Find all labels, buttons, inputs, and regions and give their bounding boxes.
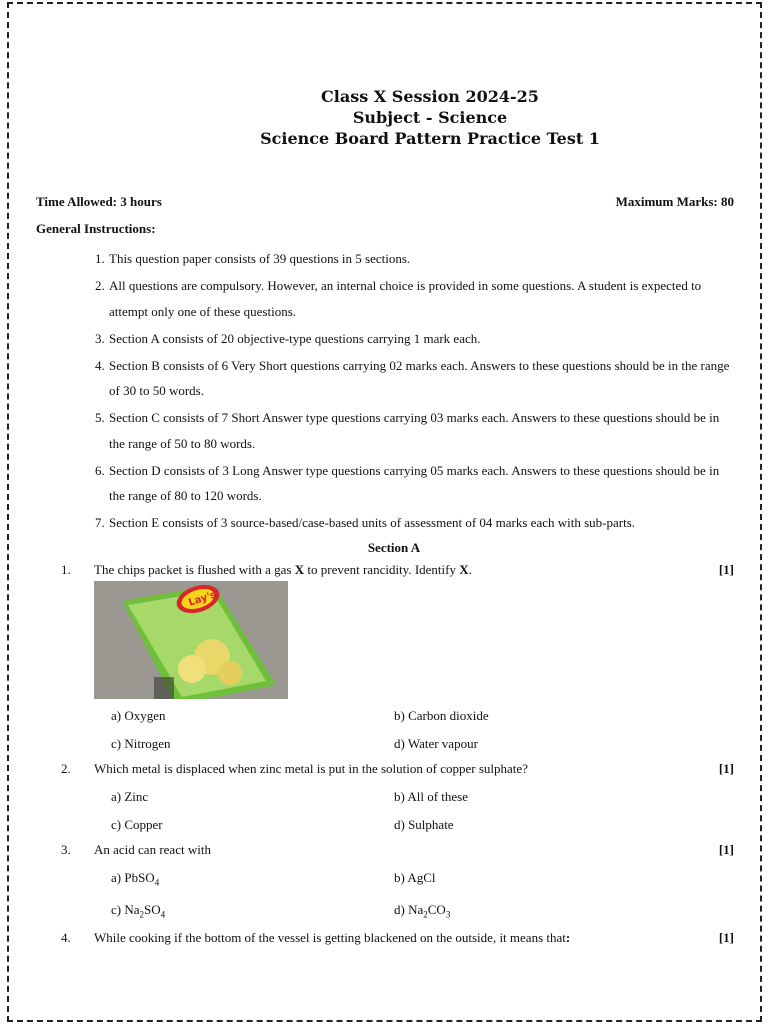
instructions-title: General Instructions: [36,221,156,236]
instruction-item: 6. Section D consists of 3 Long Answer type questions carrying 05 marks each. Answers to these questions should be in the range of 80 to 120 words. [95,462,720,503]
question-marks: [1] [718,930,734,945]
question-marks: [1] [718,842,734,857]
option-b: b) Carbon dioxide [394,708,489,723]
instruction-item: 7. Section E consists of 3 source-based/case-based units of assessment of 04 marks each with sub-parts. [95,515,636,530]
option-d: d) $Na_2CO_3$ [394,902,451,920]
question-text: While cooking if the bottom of the vessel is getting blackened on the outside, it means that: [94,930,571,945]
instruction-item: 5. Section C consists of 7 Short Answer type questions carrying 03 marks each. Answers to these questions should be in the range of 50 to 80 words. [95,410,720,451]
option-c: c) $Na_2SO_4$ [111,902,166,920]
chips-packet-illustration [94,581,288,699]
chips-packet-image [94,581,288,699]
instruction-item: 1. This question paper consists of 39 questions in 5 sections. [95,251,411,266]
instruction-item: 2. All questions are compulsory. However, an internal choice is provided in some questions. A student is expected to attempt only one of these questions. [95,278,702,319]
subject-title: Subject - Science [352,108,508,127]
question-marks: [1] [718,562,734,577]
time-allowed: Time Allowed: 3 hours [36,194,162,209]
option-d: d) Sulphate [394,817,454,832]
question-number: 3. [61,842,71,857]
question-number: 4. [61,930,71,945]
maximum-marks: Maximum Marks: 80 [615,194,734,209]
paper-header [230,86,630,149]
instruction-item: 4. Section B consists of 6 Very Short questions carrying 02 marks each. Answers to these questions should be in the range of 30 to 50 words. [95,357,730,398]
exam-meta [36,194,734,210]
option-d: d) Water vapour [394,736,478,751]
section-a-title: Section A [367,540,421,555]
instructions-list [95,246,735,537]
instruction-item: 3. Section A consists of 20 objective-type questions carrying 1 mark each. [95,330,481,346]
option-a: a) Zinc [111,789,149,804]
option-c: c) Nitrogen [111,736,171,751]
question-text: Which metal is displaced when zinc metal is put in the solution of copper sulphate? [94,761,528,776]
session-title: Class X Session 2024-25 [321,87,539,106]
question-marks: [1] [718,761,734,776]
option-a: a) PbSO$_4$ [111,870,160,888]
question-number: 1. [61,562,71,577]
option-b: b) AgCl [394,870,436,885]
option-b: b) All of these [394,789,469,804]
brand-logo-text: Lay's [187,589,218,609]
test-title: Science Board Pattern Practice Test 1 [260,129,600,148]
option-c: c) Copper [111,817,163,832]
option-a: a) Oxygen [111,708,166,723]
question-text: The chips packet is flushed with a gas X to prevent rancidity. Identify X. [94,562,472,577]
question-text: An acid can react with [94,842,211,857]
question-number: 2. [61,761,71,776]
